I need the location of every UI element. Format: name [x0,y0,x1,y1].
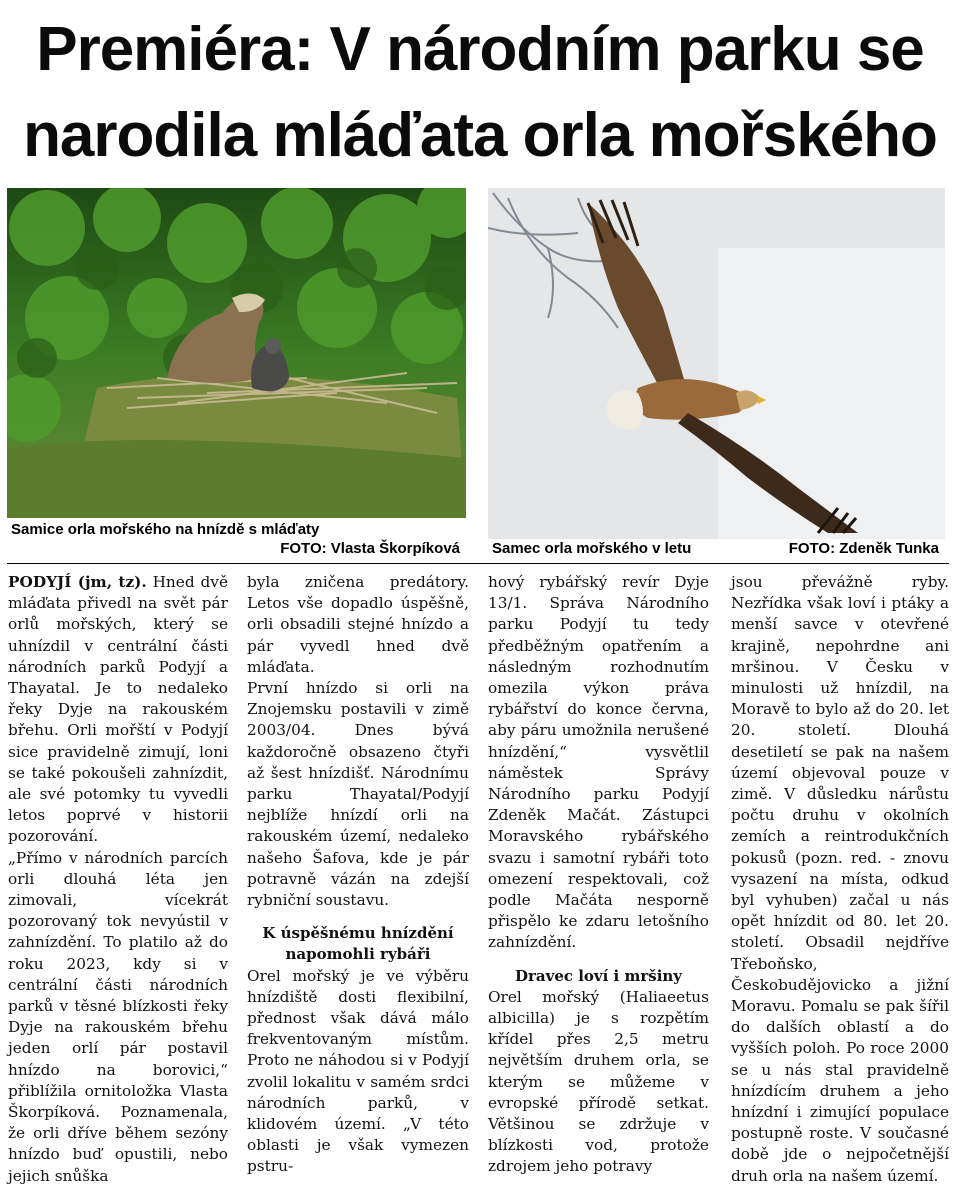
headline-line-2: narodila mláďata orla mořského [23,101,937,170]
nest-image [7,188,466,518]
paragraph-1: Hned dvě mláďata přivedl na svět pár orlů mořských, který se uhnízdil v centrální části národních parků Podyjí a Thayatal. Je to nedaleko řeky Dyje na rakouském břehu. Orli mořští v Podyjí sice pravidelně zimují, loni se také pokoušeli zahnízdit, ale své potomky tu vyvedli letos poprvé v historii pozorování. [8,573,228,846]
article-column-1 [8,572,228,1187]
paragraph-6-continued: jsou převážně ryby. Nezřídka však loví i ptáky a menší savce v otevřené krajině, nepohrdne ani mršinou. V Česku v minulosti už hnízdil, na Moravě to bylo až do 20. let 20. století. Dlouhá desetiletí se pak na našem území objevoval pouze v zimě. V důsledku nárůstu počtu druhu v okolních zemích a reintrodukčních pokusů (pozn. red. - znovu vysazení na místa, odkud byl vyhuben) začal u nás opět hnízdit od 80. let 20. století. Obsadil nejdříve Třeboňsko, Českobudějovicko a jižní Moravu. Pomalu se pak šířil do dalších oblastí a do vyšších poloh. Po roce 2000 se u nás stal pravidelně hnízdícím druhem a jeho hnízdní i zimující populace postupně roste. V současné době jde o nejpočetnější druh orla na našem území. [731,573,949,1185]
subheading-1-line-1: K úspěšnému hnízdění [262,924,454,943]
subheading-1-line-2: napomohli rybáři [285,945,431,964]
paragraph-5: Orel mořský je ve výběru hnízdiště dosti flexibilní, přednost však dává málo frekventovaným místům. Proto ne náhodou si v Podyjí zvolil lokalitu v samém srdci národních parků, v klidovém území. „V této oblasti je však vymezen pstru- [247,966,469,1176]
paragraph-6: Orel mořský (Haliaeetus albicilla) je s rozpětím křídel přes 2,5 metru největším druhem orla, se kterým se můžeme v evropské přírodě setkat. Většinou se zdržuje v blízkosti vod, protože zdrojem jeho potravy [488,987,709,1176]
headline-line-1: Premiéra: V národním parku se [36,15,924,84]
photo2-caption-block [488,539,945,560]
photo1-caption-block [7,518,466,560]
photo-eagle-nest [7,188,466,518]
divider-rule [7,563,949,564]
article-column-3 [488,572,709,1178]
photo1-caption: Samice orla mořského na hnízdě s mláďaty [11,521,320,538]
article-column-4 [731,572,949,1187]
flight-image [488,188,945,539]
paragraph-2: „Přímo v národních parcích orli dlouhá léta jen zimovali, vícekrát pozorovaný tok nevyústil v zahnízdění. To platilo až do roku 2023, kdy si v centrální části národních parků v těsné blízkosti řeky Dyje na rakouském břehu jeden orlí pár postavil hnízdo na borovici,“ přiblížila ornitoložka Vlasta Škorpíková. Poznamenala, že orli dříve během sezóny hnízdo buď opustili, nebo jejich snůška [8,848,228,1185]
paragraph-4: První hnízdo si orli na Znojemsku postavili v zimě 2003/04. Dnes bývá každoročně obsazeno čtyři až šest hnízdišť. Národnímu parku Thayatal/Podyjí nejblíže hnízdí orli na rakouském území, nedaleko našeho Šafova, kde je pár potravně vázán na zdejší rybniční soustavu. [247,679,469,910]
photo2-credit: FOTO: Zdeněk Tunka [788,540,939,557]
paragraph-5-continued: hový rybářský revír Dyje 13/1. Správa Národního parku Podyjí tu tedy předběžným opatřením a následným rozhodnutím omezila výkon práva rybářství do konce června, aby páru umožnila nerušené hnízdění,“ vysvětlil náměstek Správy Národního parku Podyjí Zdeněk Mačát. Zástupci Moravského rybářského svazu i samotní rybáři toto omezení respektovali, což podle Mačáta nesporně přispělo ke zdaru letošního zahnízdění. [488,573,709,952]
photo-eagle-flight [488,188,945,539]
paragraph-3: byla zničena predátory. Letos vše dopadlo úspěšně, orli obsadili stejné hnízdo a pár vyvedl hned dvě mláďata. [247,573,469,676]
subheading-2: Dravec loví i mršiny [514,966,683,985]
byline: PODYJÍ (jm, tz). [8,573,147,591]
photo1-credit: FOTO: Vlasta Škorpíková [280,540,460,557]
photo2-caption: Samec orla mořského v letu [492,540,692,557]
article-column-2 [247,572,469,1178]
